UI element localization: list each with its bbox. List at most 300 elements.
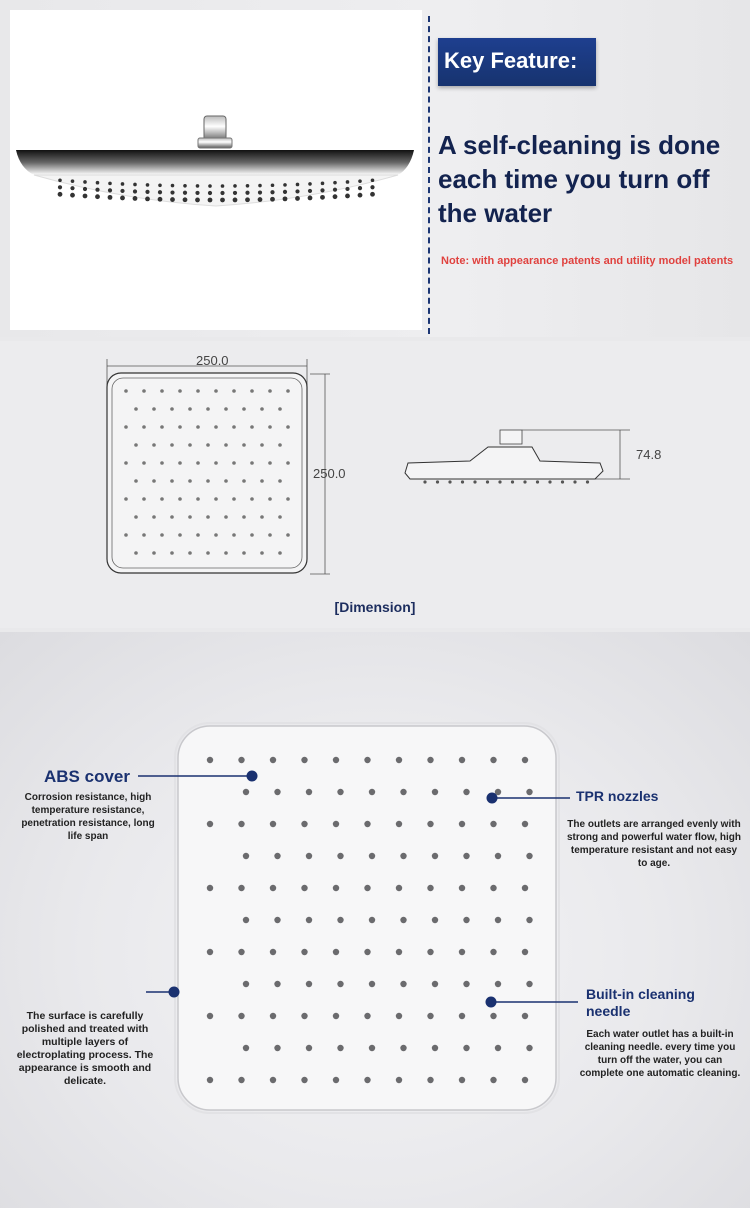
nozzle-dot [278, 551, 282, 555]
nozzle-dot [320, 188, 324, 192]
nozzle-dot [522, 1013, 528, 1019]
nozzle-dot [152, 551, 156, 555]
nozzle-dot [208, 184, 212, 188]
nozzle-dot [243, 917, 249, 923]
nozzle-dot [306, 981, 312, 987]
nozzle-dot [283, 196, 288, 201]
nozzle-dot [306, 1045, 312, 1051]
nozzle-dot [333, 1077, 339, 1083]
nozzle-dot [548, 480, 551, 483]
nozzle-dot [133, 183, 137, 187]
nozzle-dot [400, 853, 406, 859]
nozzle-dot [124, 461, 128, 465]
nozzle-dot [170, 407, 174, 411]
nozzle-dot [196, 389, 200, 393]
nozzle-dot [396, 949, 402, 955]
shower-head-side-illustration [10, 10, 422, 330]
nozzle-dot [270, 1013, 276, 1019]
nozzle-dot [121, 182, 125, 186]
nozzle-dot [188, 443, 192, 447]
nozzle-dot [268, 533, 272, 537]
nozzle-dot [396, 821, 402, 827]
nozzle-dot [183, 184, 187, 188]
nozzle-dot [274, 853, 280, 859]
nozzle-dot [83, 187, 87, 191]
nozzle-dot [270, 190, 274, 194]
nozzle-dot [158, 183, 162, 187]
key-feature-badge [438, 38, 596, 86]
nozzle-dot [83, 180, 87, 184]
abs-cover-title: ABS cover [44, 767, 130, 786]
nozzle-dot [96, 181, 100, 185]
nozzle-dot [306, 853, 312, 859]
nozzle-dot [364, 757, 370, 763]
nozzle-dot [346, 180, 350, 184]
nozzle-dot [206, 551, 210, 555]
nozzle-dot [207, 1013, 213, 1019]
dimension-caption: [Dimension] [334, 599, 416, 615]
nozzle-dot [224, 407, 228, 411]
nozzle-dot [196, 184, 200, 188]
nozzle-dot [586, 480, 589, 483]
nozzle-dot [463, 1045, 469, 1051]
nozzle-dot [286, 389, 290, 393]
nozzle-dot [95, 188, 99, 192]
nozzle-dot [301, 1013, 307, 1019]
nozzle-dot [459, 757, 465, 763]
key-feature-section [0, 0, 750, 337]
nozzle-dot [195, 191, 199, 195]
nozzle-dot [188, 479, 192, 483]
nozzle-dot [270, 197, 275, 202]
nozzle-dot [245, 191, 249, 195]
nozzle-dot [400, 917, 406, 923]
nozzle-dot [333, 821, 339, 827]
nozzle-dot [463, 981, 469, 987]
nozzle-dot [160, 425, 164, 429]
nozzle-dot [152, 407, 156, 411]
nozzle-dot [243, 981, 249, 987]
nozzle-dot [459, 821, 465, 827]
nozzle-dot [369, 1045, 375, 1051]
nozzle-dot [321, 182, 325, 186]
depth-dimension: 74.8 [636, 447, 662, 462]
nozzle-dot [214, 389, 218, 393]
nozzle-dot [396, 885, 402, 891]
nozzle-dot [370, 192, 375, 197]
nozzle-dot [573, 480, 576, 483]
nozzle-dot [160, 497, 164, 501]
nozzle-dot [170, 479, 174, 483]
patent-note: Note: with appearance patents and utility model patents [441, 255, 734, 267]
nozzle-dot [120, 189, 124, 193]
dimension-drawing [0, 341, 750, 628]
nozzle-dot [523, 480, 526, 483]
nozzle-dot [242, 551, 246, 555]
nozzle-dot [206, 407, 210, 411]
nozzle-dot [245, 197, 250, 202]
nozzle-dot [145, 190, 149, 194]
nozzle-dot [270, 757, 276, 763]
cleaning-needle-description: Each water outlet has a built-in cleaning needle. every time you turn off the water, you can complete one automatic cleaning. [579, 1029, 741, 1079]
nozzle-dot [188, 551, 192, 555]
nozzle-dot [301, 1077, 307, 1083]
nozzle-dot [369, 853, 375, 859]
nozzle-dot [158, 197, 163, 202]
nozzle-dot [232, 533, 236, 537]
nozzle-dot [260, 479, 264, 483]
nozzle-dot [250, 497, 254, 501]
nozzle-dot [495, 917, 501, 923]
nozzle-dot [536, 480, 539, 483]
nozzle-dot [152, 479, 156, 483]
nozzle-dot [461, 480, 464, 483]
nozzle-dot [278, 515, 282, 519]
nozzle-dot [333, 1013, 339, 1019]
nozzle-dot [70, 186, 74, 190]
tpr-nozzles-title: TPR nozzles [576, 788, 659, 804]
nozzle-dot [134, 551, 138, 555]
nozzle-dot [270, 949, 276, 955]
nozzle-dot [459, 1077, 465, 1083]
nozzle-dot [224, 479, 228, 483]
nozzle-dot [301, 949, 307, 955]
nozzle-dot [233, 191, 237, 195]
nozzle-dot [432, 917, 438, 923]
nozzle-dot [238, 885, 244, 891]
nozzle-dot [250, 425, 254, 429]
nozzle-dot [214, 425, 218, 429]
nozzle-dot [370, 185, 374, 189]
nozzle-dot [432, 853, 438, 859]
nozzle-dot [196, 497, 200, 501]
nozzle-dot [432, 789, 438, 795]
nozzle-dot [220, 191, 224, 195]
feature-headline: A self-cleaning is done each time you turn off the water [438, 130, 721, 228]
nozzle-dot [196, 461, 200, 465]
nozzle-dot [427, 885, 433, 891]
nozzle-dot [124, 497, 128, 501]
nozzle-dot [108, 182, 112, 186]
nozzle-dot [238, 949, 244, 955]
nozzle-dot [396, 757, 402, 763]
nozzle-dot [58, 178, 62, 182]
nozzle-dot [459, 949, 465, 955]
nozzle-dot [286, 497, 290, 501]
nozzle-dot [436, 480, 439, 483]
nozzle-dot [296, 183, 300, 187]
nozzle-dot [333, 885, 339, 891]
nozzle-dot [243, 1045, 249, 1051]
nozzle-dot [427, 1077, 433, 1083]
nozzle-dot [427, 757, 433, 763]
nozzle-dot [274, 1045, 280, 1051]
nozzle-dot [364, 885, 370, 891]
nozzle-dot [233, 184, 237, 188]
nozzle-dot [208, 191, 212, 195]
nozzle-dot [142, 389, 146, 393]
nozzle-dot [243, 789, 249, 795]
nozzle-dot [463, 853, 469, 859]
components-section [0, 632, 750, 1208]
nozzle-dot [250, 389, 254, 393]
nozzle-dot [295, 189, 299, 193]
nozzle-dot [522, 949, 528, 955]
nozzle-dot [268, 461, 272, 465]
nozzle-dot [473, 480, 476, 483]
nozzle-dot [522, 821, 528, 827]
nozzle-dot [337, 981, 343, 987]
nozzle-dot [526, 789, 532, 795]
nozzle-dot [224, 515, 228, 519]
nozzle-dot [333, 181, 337, 185]
nozzle-dot [308, 196, 313, 201]
nozzle-dot [250, 461, 254, 465]
nozzle-dot [160, 461, 164, 465]
nozzle-dot [268, 497, 272, 501]
nozzle-dot [522, 1077, 528, 1083]
nozzle-dot [188, 407, 192, 411]
nozzle-dot [108, 188, 112, 192]
nozzle-dot [238, 1077, 244, 1083]
nozzle-dot [183, 191, 187, 195]
nozzle-dot [286, 533, 290, 537]
nozzle-dot [301, 757, 307, 763]
nozzle-dot [427, 821, 433, 827]
nozzle-dot [71, 179, 75, 183]
nozzle-dot [283, 190, 287, 194]
nozzle-dot [58, 185, 62, 189]
nozzle-dot [427, 1013, 433, 1019]
nozzle-dot [260, 443, 264, 447]
nozzle-dot [207, 757, 213, 763]
nozzle-dot [232, 461, 236, 465]
nozzle-dot [207, 821, 213, 827]
nozzle-dot [423, 480, 426, 483]
nozzle-dot [134, 515, 138, 519]
nozzle-dot [170, 551, 174, 555]
nozzle-dot [270, 1077, 276, 1083]
nozzle-dot [459, 1013, 465, 1019]
dimension-section [0, 341, 750, 628]
nozzle-dot [306, 789, 312, 795]
nozzle-dot [490, 757, 496, 763]
nozzle-dot [490, 1013, 496, 1019]
nozzle-dot [333, 194, 338, 199]
nozzle-dot [522, 885, 528, 891]
nozzle-dot [308, 189, 312, 193]
nozzle-dot [400, 789, 406, 795]
nozzle-dot [369, 917, 375, 923]
abs-cover-description: Corrosion resistance, high temperature resistance, penetration resistance, long life span [21, 792, 155, 842]
nozzle-dot [498, 480, 501, 483]
nozzle-dot [260, 407, 264, 411]
nozzle-dot [463, 789, 469, 795]
nozzle-dot [448, 480, 451, 483]
nozzle-dot [333, 188, 337, 192]
nozzle-dot [526, 1045, 532, 1051]
nozzle-dot [170, 197, 175, 202]
nozzle-dot [196, 533, 200, 537]
nozzle-dot [358, 193, 363, 198]
nozzle-dot [333, 949, 339, 955]
nozzle-dot [308, 182, 312, 186]
nozzle-dot [142, 461, 146, 465]
nozzle-dot [337, 917, 343, 923]
nozzle-dot [142, 425, 146, 429]
nozzle-dot [274, 789, 280, 795]
nozzle-dot [358, 186, 362, 190]
nozzle-dot [206, 479, 210, 483]
nozzle-dot [95, 194, 100, 199]
nozzle-dot [170, 515, 174, 519]
nozzle-dot [495, 981, 501, 987]
nozzle-dot [108, 195, 113, 200]
nozzle-dot [345, 187, 349, 191]
nozzle-dot [145, 197, 150, 202]
key-feature-label: Key Feature: [444, 48, 578, 73]
nozzle-dot [260, 515, 264, 519]
nozzle-dot [258, 190, 262, 194]
shower-head-photo [10, 10, 422, 330]
surface-description: The surface is carefully polished and treated with multiple layers of electroplating process. The appearance is smooth and delicate. [16, 1010, 154, 1087]
nozzle-dot [232, 389, 236, 393]
nozzle-dot [195, 198, 200, 203]
nozzle-dot [207, 949, 213, 955]
nozzle-dot [70, 193, 75, 198]
nozzle-dot [171, 184, 175, 188]
nozzle-dot [526, 981, 532, 987]
nozzle-dot [250, 533, 254, 537]
nozzle-dot [242, 479, 246, 483]
nozzle-dot [490, 821, 496, 827]
cleaning-needle-title: Built-in cleaning needle [586, 986, 695, 1019]
nozzle-dot [490, 885, 496, 891]
nozzle-dot [242, 443, 246, 447]
nozzle-dot [301, 885, 307, 891]
nozzle-dot [486, 480, 489, 483]
nozzle-dot [364, 1077, 370, 1083]
nozzle-dot [271, 183, 275, 187]
width-dimension: 250.0 [196, 353, 229, 368]
nozzle-dot [369, 981, 375, 987]
nozzle-dot [495, 1045, 501, 1051]
nozzle-dot [206, 515, 210, 519]
nozzle-dot [124, 389, 128, 393]
nozzle-dot [258, 184, 262, 188]
nozzle-dot [214, 533, 218, 537]
nozzle-dot [243, 853, 249, 859]
nozzle-dot [306, 917, 312, 923]
nozzle-dot [337, 789, 343, 795]
nozzle-dot [246, 184, 250, 188]
nozzle-dot [158, 190, 162, 194]
nozzle-dot [522, 757, 528, 763]
nozzle-dot [183, 197, 188, 202]
nozzle-dot [208, 198, 213, 203]
nozzle-dot [278, 479, 282, 483]
nozzle-dot [268, 389, 272, 393]
nozzle-dot [221, 184, 225, 188]
nozzle-dot [432, 981, 438, 987]
nozzle-dot [178, 389, 182, 393]
nozzle-dot [268, 425, 272, 429]
nozzle-dot [432, 1045, 438, 1051]
nozzle-dot [196, 425, 200, 429]
nozzle-dot [242, 407, 246, 411]
nozzle-dot [120, 196, 125, 201]
nozzle-dot [561, 480, 564, 483]
nozzle-dot [134, 443, 138, 447]
nozzle-dot [58, 192, 63, 197]
nozzle-dot [124, 533, 128, 537]
nozzle-dot [258, 197, 263, 202]
nozzle-dot [124, 425, 128, 429]
nozzle-dot [333, 757, 339, 763]
nozzle-dot [160, 533, 164, 537]
nozzle-dot [526, 853, 532, 859]
nozzle-dot [220, 198, 225, 203]
nozzle-dot [371, 178, 375, 182]
nozzle-dot [207, 885, 213, 891]
nozzle-dot [238, 1013, 244, 1019]
nozzle-dot [178, 461, 182, 465]
nozzle-dot [459, 885, 465, 891]
nozzle-dot [133, 196, 138, 201]
nozzle-dot [206, 443, 210, 447]
nozzle-dot [364, 1013, 370, 1019]
nozzle-dot [214, 497, 218, 501]
nozzle-dot [160, 389, 164, 393]
nozzle-dot [146, 183, 150, 187]
nozzle-dot [178, 425, 182, 429]
nozzle-dot [358, 179, 362, 183]
nozzle-dot [83, 194, 88, 199]
nozzle-dot [337, 853, 343, 859]
nozzle-dot [320, 195, 325, 200]
nozzle-dot [232, 425, 236, 429]
nozzle-dot [337, 1045, 343, 1051]
nozzle-dot [278, 407, 282, 411]
nozzle-dot [427, 949, 433, 955]
nozzle-dot [345, 194, 350, 199]
nozzle-dot [133, 189, 137, 193]
nozzle-dot [511, 480, 514, 483]
tpr-nozzles-description: The outlets are arranged evenly with strong and powerful water flow, high temperature resistant and not easy to age. [566, 819, 742, 869]
nozzle-dot [142, 533, 146, 537]
nozzle-dot [170, 190, 174, 194]
nozzle-dot [170, 443, 174, 447]
nozzle-dot [134, 407, 138, 411]
height-dimension: 250.0 [313, 466, 346, 481]
nozzle-dot [274, 981, 280, 987]
shower-face-illustration [0, 632, 750, 1208]
nozzle-dot [369, 789, 375, 795]
nozzle-dot [396, 1077, 402, 1083]
nozzle-dot [270, 821, 276, 827]
nozzle-dot [270, 885, 276, 891]
nozzle-dot [526, 917, 532, 923]
nozzle-dot [238, 821, 244, 827]
dashed-divider [428, 16, 430, 334]
nozzle-dot [238, 757, 244, 763]
nozzle-dot [224, 443, 228, 447]
nozzle-dot [286, 425, 290, 429]
nozzle-dot [232, 497, 236, 501]
nozzle-dot [134, 479, 138, 483]
nozzle-dot [233, 198, 238, 203]
nozzle-dot [301, 821, 307, 827]
